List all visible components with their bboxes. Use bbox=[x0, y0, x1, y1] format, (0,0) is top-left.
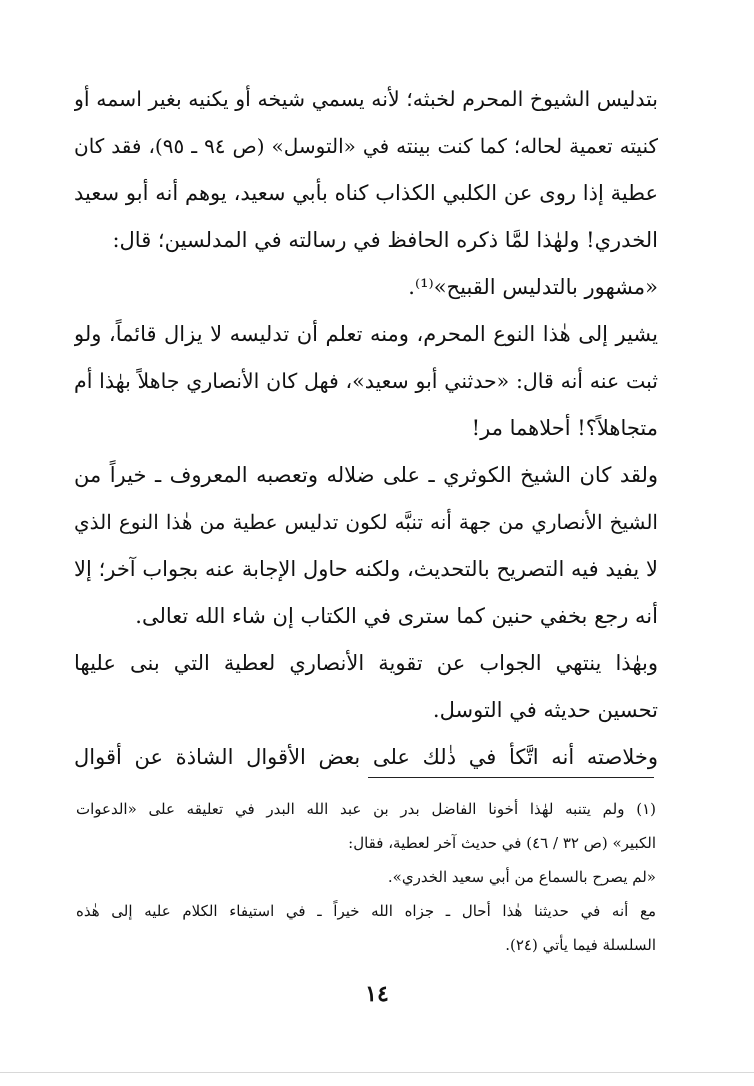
text-line: الخدري! ولهٰذا لمَّا ذكره الحافظ في رسالته في المدلسين؛ قال: bbox=[112, 228, 658, 252]
main-text bbox=[74, 76, 658, 781]
footnote-line: مع أنه في حديثنا هٰذا أحال ـ جزاه الله خيراً ـ في استيفاء الكلام عليه إلى هٰذه bbox=[76, 902, 656, 920]
quote-line: «مشهور بالتدليس القبيح»⁽¹⁾. bbox=[408, 275, 658, 299]
text-line: وخلاصته أنه اتَّكأ في ذٰلك على بعض الأقوال الشاذة عن أقوال bbox=[74, 745, 658, 769]
footnotes bbox=[76, 792, 656, 962]
footnote-separator bbox=[368, 777, 654, 778]
text-line: بتدليس الشيوخ المحرم لخبثه؛ لأنه يسمي شيخه أو يكنيه بغير اسمه أو bbox=[74, 87, 658, 111]
text-line: لا يفيد فيه التصريح بالتحديث، ولكنه حاول الإجابة عنه بجواب آخر؛ إلا bbox=[74, 557, 658, 581]
text-line: تحسين حديثه في التوسل. bbox=[432, 698, 658, 722]
footnote-line: الكبير» (ص ٣٢ / ٤٦) في حديث آخر لعطية، فقال: bbox=[348, 834, 656, 852]
page-edge bbox=[0, 1072, 754, 1073]
text-line: ولقد كان الشيخ الكوثري ـ على ضلاله وتعصبه المعروف ـ خيراً من bbox=[74, 463, 658, 487]
footnote-line: (١) ولم يتنبه لهٰذا أخونا الفاضل بدر بن عبد الله البدر في تعليقه على «الدعوات bbox=[76, 800, 656, 818]
text-line: الشيخ الأنصاري من جهة أنه تنبَّه لكون تدليس عطية من هٰذا النوع الذي bbox=[74, 510, 658, 534]
text-line: يشير إلى هٰذا النوع المحرم، ومنه تعلم أن تدليسه لا يزال قائماً، ولو bbox=[74, 322, 658, 346]
footnote-line: السلسلة فيما يأتي (٢٤). bbox=[505, 936, 656, 954]
text-line: كنيته تعمية لحاله؛ كما كنت بينته في «التوسل» (ص ٩٤ ـ ٩٥)، فقد كان bbox=[74, 134, 658, 158]
text-line: متجاهلاً؟! أحلاهما مر! bbox=[471, 416, 658, 440]
page-number: ١٤ bbox=[365, 981, 389, 1007]
footnote-line: «لم يصرح بالسماع من أبي سعيد الخدري». bbox=[387, 868, 656, 886]
text-line: عطية إذا روى عن الكلبي الكذاب كناه بأبي سعيد، يوهم أنه أبو سعيد bbox=[74, 181, 658, 205]
text-line: أنه رجع بخفي حنين كما سترى في الكتاب إن شاء الله تعالى. bbox=[135, 604, 658, 628]
text-line: وبهٰذا ينتهي الجواب عن تقوية الأنصاري لعطية التي بنى عليها bbox=[74, 651, 658, 675]
text-line: ثبت عنه أنه قال: «حدثني أبو سعيد»، فهل كان الأنصاري جاهلاً بهٰذا أم bbox=[74, 369, 658, 393]
